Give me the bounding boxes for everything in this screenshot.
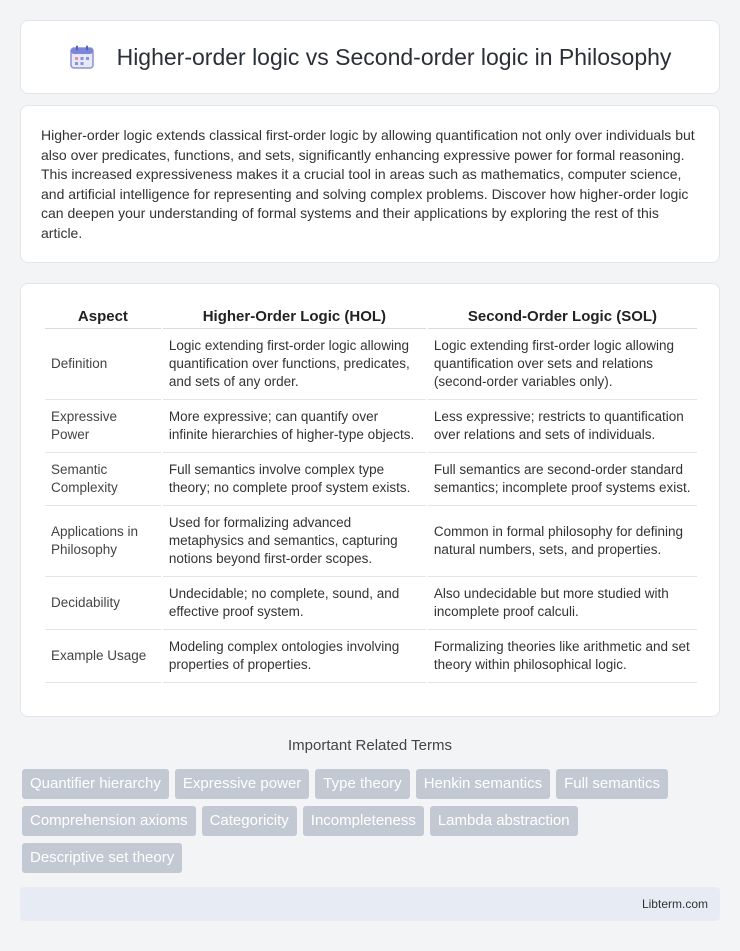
sol-cell: Common in formal philosophy for defining natural numbers, sets, and properties. [428,506,697,577]
sol-cell: Formalizing theories like arithmetic and set theory within philosophical logic. [428,630,697,683]
aspect-cell: Decidability [45,577,161,630]
hol-cell: Used for formalizing advanced metaphysics and semantics, capturing notions beyond first-order scopes. [163,506,426,577]
term-tag[interactable]: Full semantics [556,769,668,799]
hol-cell: Undecidable; no complete, sound, and effective proof system. [163,577,426,630]
aspect-cell: Example Usage [45,630,161,683]
term-tag[interactable]: Expressive power [175,769,309,799]
table-row [45,400,697,453]
aspect-cell: Expressive Power [45,400,161,453]
comparison-table [43,304,699,683]
term-tag[interactable]: Categoricity [202,806,297,836]
calendar-icon [69,44,95,70]
related-terms-list [22,769,722,873]
sol-cell: Less expressive; restricts to quantification over relations and sets of individuals. [428,400,697,453]
intro-text: Higher-order logic extends classical first-order logic by allowing quantification not only over individuals but also over predicates, functions, and sets, significantly enhancing expressive power for formal reasoning. This increased expressiveness makes it a crucial tool in areas such as mathematics, computer science, and artificial intelligence for representing and solving complex problems. Discover how higher-order logic can deepen your understanding of formal systems and their applications by exploring the rest of this article. [41,127,695,241]
aspect-cell: Definition [45,329,161,400]
comparison-card [20,283,720,717]
term-tag[interactable]: Incompleteness [303,806,424,836]
column-header: Aspect [45,304,161,329]
term-tag[interactable]: Lambda abstraction [430,806,578,836]
table-row [45,577,697,630]
table-header-row [45,304,697,329]
aspect-cell: Applications in Philosophy [45,506,161,577]
intro-card [20,105,720,263]
table-row [45,453,697,506]
hol-cell: Modeling complex ontologies involving properties of properties. [163,630,426,683]
hol-cell: More expressive; can quantify over infinite hierarchies of higher-type objects. [163,400,426,453]
table-row [45,506,697,577]
table-row [45,630,697,683]
hol-cell: Full semantics involve complex type theory; no complete proof system exists. [163,453,426,506]
page-title: Higher-order logic vs Second-order logic in Philosophy [116,43,672,70]
column-header: Higher-Order Logic (HOL) [163,304,426,329]
term-tag[interactable]: Type theory [315,769,409,799]
term-tag[interactable]: Henkin semantics [416,769,550,799]
footer-brand-link[interactable]: Libterm.com [641,897,708,911]
table-row [45,329,697,400]
footer [20,887,720,921]
sol-cell: Logic extending first-order logic allowing quantification over sets and relations (second-order variables only). [428,329,697,400]
header-card [20,20,720,94]
aspect-cell: Semantic Complexity [45,453,161,506]
term-tag[interactable]: Quantifier hierarchy [22,769,169,799]
related-terms-title: Important Related Terms [288,737,452,754]
column-header: Second-Order Logic (SOL) [428,304,697,329]
sol-cell: Also undecidable but more studied with incomplete proof calculi. [428,577,697,630]
hol-cell: Logic extending first-order logic allowing quantification over functions, predicates, and sets of any order. [163,329,426,400]
term-tag[interactable]: Comprehension axioms [22,806,196,836]
term-tag[interactable]: Descriptive set theory [22,843,182,873]
sol-cell: Full semantics are second-order standard semantics; incomplete proof systems exist. [428,453,697,506]
